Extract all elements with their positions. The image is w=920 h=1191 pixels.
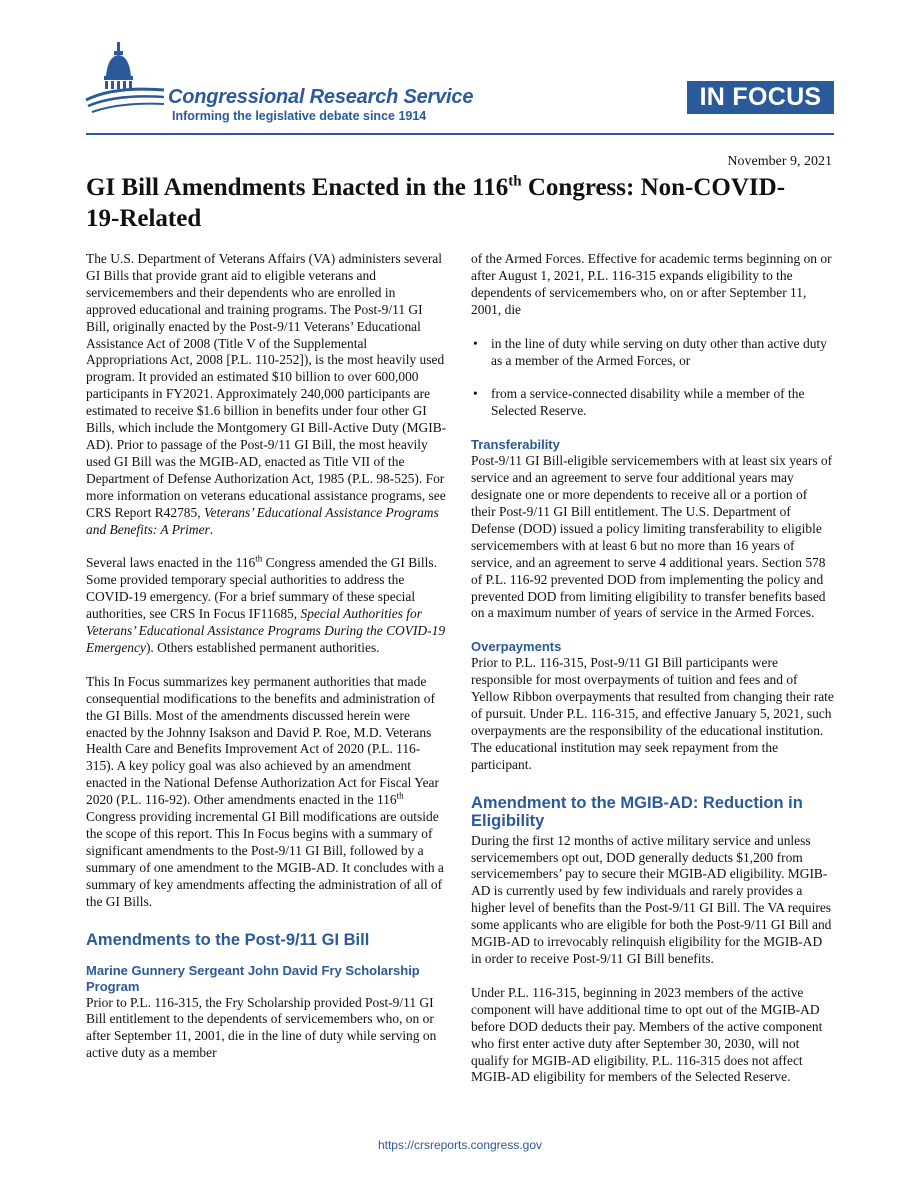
- header-divider: [86, 133, 834, 135]
- footer-url[interactable]: https://crsreports.congress.gov: [377, 1138, 543, 1152]
- section-heading-mgib: Amendment to the MGIB-AD: Reduction in Eligibility: [471, 793, 803, 830]
- left-column: [86, 251, 448, 1062]
- publication-date: November 9, 2021: [727, 154, 832, 169]
- report-title-if11685: Special Authorities for Veterans’ Educational Assistance Programs During the COVID-19 Emergency: [86, 606, 446, 655]
- laws-text-b: Congress amended the GI Bills. Some provided temporary special authorities to address the COVID-19 emergency. (For a brief summary of these special authorities, see CRS In Focus IF11685,: [86, 555, 437, 622]
- title-part2: Congress: Non-COVID-19-Related: [86, 174, 786, 232]
- list-item: • in the line of duty while serving on duty other than active duty as a member of the Armed Forces, or: [471, 336, 835, 370]
- intro-paragraph: [86, 251, 448, 538]
- org-name: Congressional Research Service: [168, 86, 474, 108]
- right-column: [471, 251, 835, 1086]
- intro-text: The U.S. Department of Veterans Affairs (VA) administers several GI Bills that provide grant aid to eligible veterans and servicemembers and their dependents who are enrolled in approved educational and training programs. The Post-9/11 GI Bill, originally enacted by the Post-9/11 Veterans’ Educational Assistance Act of 2008 (Title V of the Supplemental Appropriations Act, 2008 [P.L. 110-252]), is the most heavily used program. It provided an estimated $10 billion to over 600,000 participants in FY2021. Approximately 240,000 participants are estimated to receive $1.6 billion in benefits under four other GI Bills, which include the Montgomery GI Bill-Active Duty (MGIB-AD). Prior to passage of the Post-9/11 GI Bill, the most heavily used GI Bill was the MGIB-AD, enacted as Title VII of the Department of Defense Authorization Act, 1985 (P.L. 98-525). For more information on veterans educational assistance programs, see CRS Report R42785,: [86, 251, 447, 520]
- section-heading-post911: Amendments to the Post-9/11 GI Bill: [86, 930, 370, 949]
- capitol-dome-icon: [84, 40, 168, 116]
- laws-text-a: Several laws enacted in the 116: [86, 555, 256, 571]
- mgib-paragraph-2: Under P.L. 116-315, beginning in 2023 members of the active component will have additional time to opt out of the MGIB-AD before DOD deducts their pay. Members of the active component who first enter active duty after September 30, 2030, will not qualify for MGIB-AD eligibility. P.L. 116-315 does not affect MGIB-AD eligibility for members of the Selected Reserve.: [471, 984, 823, 1085]
- subheading-fry-scholarship: Marine Gunnery Sergeant John David Fry Scholarship Program: [86, 962, 420, 994]
- subheading-overpayments: Overpayments: [471, 639, 562, 655]
- fry-continued-paragraph: of the Armed Forces. Effective for academic terms beginning on or after August 1, 2021, P.L. 116-315 expands eligibility to the dependents of servicemembers who, on or after September 11, 2001, die: [471, 251, 832, 317]
- laws-text-c: ). Others established permanent authorities.: [145, 639, 380, 655]
- summary-paragraph: [86, 674, 448, 911]
- transferability-paragraph: Post-9/11 GI Bill-eligible servicemembers with at least six years of service and an agreement to serve four additional years may designate one or more dependents to receive all or a portion of their Post-9/11 GI Bill entitlement. The U.S. Department of Defense (DOD) issued a policy limiting transferability to eligible servicemembers with at least 6 but no more than 16 years of service, and an agreement to serve 4 additional years. Section 578 of P.L. 116-92 prevented DOD from implementing the policy and prevented DOD from limiting eligibility to transfer benefits based on a maximum number of years of service in the Armed Forces.: [471, 453, 833, 621]
- page-header: [0, 0, 920, 140]
- overpayments-paragraph: Prior to P.L. 116-315, Post-9/11 GI Bill participants were responsible for most overpayments of tuition and fees and of Yellow Ribbon overpayments that resulted from changing their rate of pursuit. Under P.L. 116-315, and effective January 5, 2021, such overpayments are the responsibility of the educational institution. The educational institution may seek repayment from the participant.: [471, 655, 834, 772]
- fry-eligibility-list: [471, 336, 835, 421]
- summary-text-b: Congress providing incremental GI Bill modifications are outside the scope of this report. This In Focus begins with a summary of significant amendments to the Post-9/11 GI Bill, followed by a summary of one amendment to the MGIB-AD. It concludes with a summary of key amendments affecting the administration of all of the GI Bills.: [86, 809, 444, 909]
- subheading-transferability: Transferability: [471, 437, 560, 453]
- summary-sup: th: [396, 790, 404, 801]
- in-focus-badge: IN FOCUS: [687, 81, 834, 114]
- page-title: [86, 172, 806, 234]
- report-title-r42785: Veterans’ Educational Assistance Programs and Benefits: A Primer: [86, 504, 439, 537]
- title-sup: th: [508, 173, 522, 190]
- list-item: • from a service-connected disability while a member of the Selected Reserve.: [471, 386, 835, 420]
- fry-paragraph: Prior to P.L. 116-315, the Fry Scholarship provided Post-9/11 GI Bill entitlement to the dependents of servicemembers who, on or after September 11, 2001, die in the line of duty while serving on active duty as a member: [86, 994, 437, 1061]
- org-tagline: Informing the legislative debate since 1914: [172, 109, 427, 123]
- laws-sup: th: [255, 553, 263, 564]
- intro-end: .: [209, 521, 214, 537]
- laws-paragraph: [86, 555, 448, 656]
- mgib-paragraph-1: During the first 12 months of active military service and unless servicemembers opt out, DOD generally deducts $1,200 from servicemembers’ pay to secure their MGIB-AD eligibility. MGIB-AD is currently used by few individuals and rarely provides a higher level of benefits than the Post-9/11 GI Bill. The VA requires some applicants who are eligible for both the Post-9/11 GI Bill and MGIB-AD to irrevocably relinquish eligibility for the MGIB-AD in order to receive Post-9/11 GI Bill benefits.: [471, 832, 832, 966]
- summary-text-a: This In Focus summarizes key permanent authorities that made consequential modifications to the benefits and administration of the GI Bills. Most of the amendments discussed herein were enacted by the Johnny Isakson and David P. Roe, M.D. Veterans Health Care and Benefits Improvement Act of 2020 (P.L. 116-315). A key policy goal was also achieved by an amendment enacted in the National Defense Authorization Act for Fiscal Year 2020 (P.L. 116-92). Other amendments enacted in the 116: [86, 673, 440, 808]
- title-part1: GI Bill Amendments Enacted in the 116: [86, 174, 509, 201]
